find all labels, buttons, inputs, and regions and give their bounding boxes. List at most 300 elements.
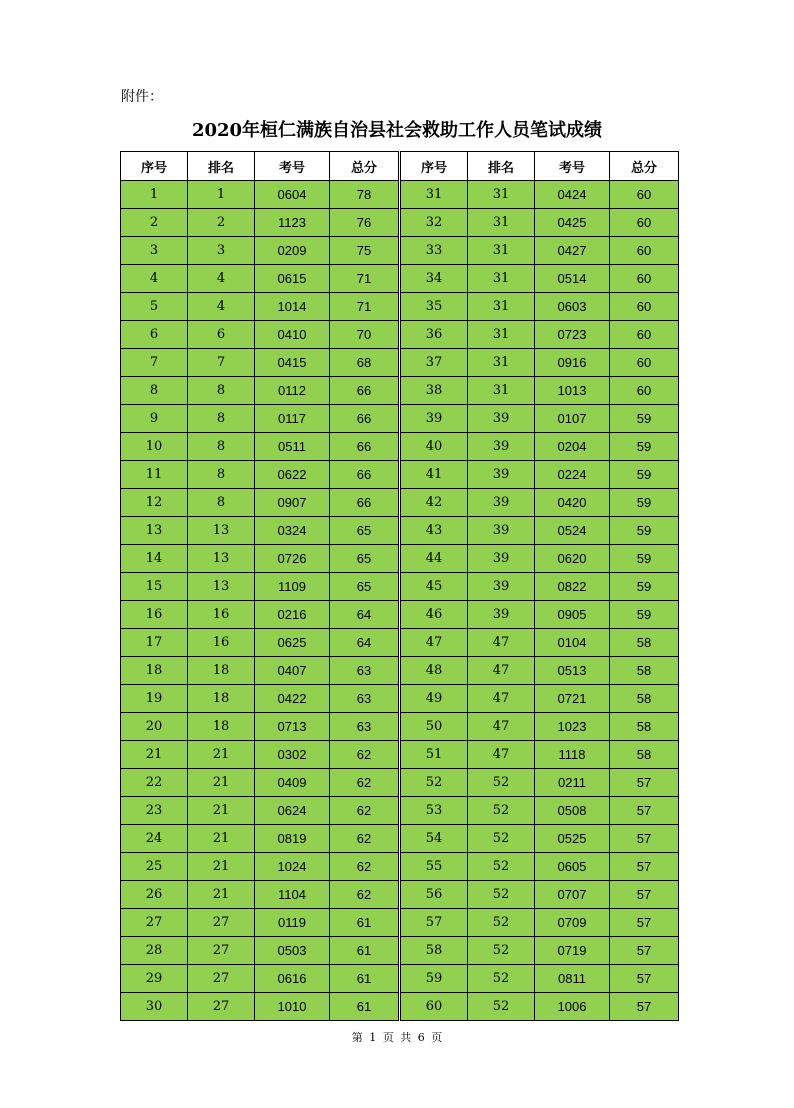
cell-total-score: 75: [330, 237, 399, 265]
cell-rank: 31: [468, 181, 535, 209]
table-row: [121, 769, 399, 797]
table-row: [401, 937, 679, 965]
cell-rank: 52: [468, 965, 535, 993]
cell-rank: 21: [188, 881, 255, 909]
cell-total-score: 62: [330, 769, 399, 797]
table-row: [401, 573, 679, 601]
cell-rank: 27: [188, 937, 255, 965]
cell-rank: 4: [188, 293, 255, 321]
cell-total-score: 58: [610, 657, 679, 685]
cell-total-score: 57: [610, 909, 679, 937]
cell-rank: 13: [188, 517, 255, 545]
cell-exam-number: 0503: [255, 937, 330, 965]
header-exam-number: 考号: [535, 152, 610, 181]
cell-exam-number: 0524: [535, 517, 610, 545]
cell-exam-number: 0117: [255, 405, 330, 433]
table-row: [401, 349, 679, 377]
cell-rank: 52: [468, 937, 535, 965]
cell-exam-number: 0822: [535, 573, 610, 601]
cell-index: 44: [401, 545, 468, 573]
cell-total-score: 68: [330, 349, 399, 377]
table-row: [121, 461, 399, 489]
cell-exam-number: 0707: [535, 881, 610, 909]
cell-rank: 4: [188, 265, 255, 293]
cell-index: 40: [401, 433, 468, 461]
cell-index: 17: [121, 629, 188, 657]
cell-rank: 8: [188, 377, 255, 405]
cell-total-score: 76: [330, 209, 399, 237]
cell-rank: 31: [468, 293, 535, 321]
cell-index: 51: [401, 741, 468, 769]
cell-total-score: 57: [610, 937, 679, 965]
table-row: [401, 965, 679, 993]
cell-index: 48: [401, 657, 468, 685]
cell-rank: 31: [468, 349, 535, 377]
table-row: [401, 601, 679, 629]
header-exam-number: 考号: [255, 152, 330, 181]
table-row: [401, 517, 679, 545]
cell-total-score: 61: [330, 965, 399, 993]
cell-rank: 21: [188, 797, 255, 825]
table-row: [401, 825, 679, 853]
page-footer: 第 1 页 共 6 页: [351, 1031, 443, 1044]
header-rank: 排名: [468, 152, 535, 181]
table-row: [121, 349, 399, 377]
cell-total-score: 59: [610, 545, 679, 573]
cell-exam-number: 1013: [535, 377, 610, 405]
cell-exam-number: 0420: [535, 489, 610, 517]
cell-exam-number: 0719: [535, 937, 610, 965]
cell-rank: 39: [468, 545, 535, 573]
table-row: [121, 237, 399, 265]
cell-exam-number: 1014: [255, 293, 330, 321]
score-table-right: [400, 151, 679, 1021]
cell-index: 21: [121, 741, 188, 769]
table-row: [121, 517, 399, 545]
cell-rank: 31: [468, 377, 535, 405]
table-row: [401, 881, 679, 909]
cell-exam-number: 1023: [535, 713, 610, 741]
cell-total-score: 59: [610, 405, 679, 433]
cell-total-score: 71: [330, 293, 399, 321]
cell-rank: 8: [188, 433, 255, 461]
table-row: [121, 685, 399, 713]
cell-exam-number: 0624: [255, 797, 330, 825]
cell-index: 7: [121, 349, 188, 377]
cell-exam-number: 0907: [255, 489, 330, 517]
cell-total-score: 78: [330, 181, 399, 209]
cell-exam-number: 0709: [535, 909, 610, 937]
cell-index: 38: [401, 377, 468, 405]
cell-exam-number: 0905: [535, 601, 610, 629]
cell-rank: 13: [188, 573, 255, 601]
table-row: [121, 993, 399, 1021]
cell-index: 30: [121, 993, 188, 1021]
cell-index: 26: [121, 881, 188, 909]
cell-index: 8: [121, 377, 188, 405]
cell-rank: 52: [468, 825, 535, 853]
cell-rank: 52: [468, 881, 535, 909]
cell-total-score: 58: [610, 713, 679, 741]
cell-rank: 47: [468, 629, 535, 657]
cell-index: 58: [401, 937, 468, 965]
table-row: [121, 601, 399, 629]
cell-exam-number: 0415: [255, 349, 330, 377]
cell-exam-number: 0525: [535, 825, 610, 853]
cell-exam-number: 0324: [255, 517, 330, 545]
cell-index: 14: [121, 545, 188, 573]
cell-rank: 52: [468, 797, 535, 825]
table-row: [401, 685, 679, 713]
cell-rank: 39: [468, 601, 535, 629]
cell-index: 39: [401, 405, 468, 433]
cell-index: 29: [121, 965, 188, 993]
cell-total-score: 70: [330, 321, 399, 349]
cell-total-score: 59: [610, 461, 679, 489]
table-row: [401, 321, 679, 349]
cell-index: 20: [121, 713, 188, 741]
table-row: [121, 405, 399, 433]
table-row: [401, 853, 679, 881]
cell-index: 13: [121, 517, 188, 545]
cell-index: 59: [401, 965, 468, 993]
cell-rank: 39: [468, 433, 535, 461]
table-row: [401, 181, 679, 209]
cell-total-score: 58: [610, 629, 679, 657]
table-row: [121, 573, 399, 601]
cell-index: 9: [121, 405, 188, 433]
cell-index: 32: [401, 209, 468, 237]
cell-total-score: 60: [610, 293, 679, 321]
cell-total-score: 57: [610, 797, 679, 825]
cell-exam-number: 0508: [535, 797, 610, 825]
cell-total-score: 62: [330, 853, 399, 881]
cell-rank: 27: [188, 993, 255, 1021]
attachment-label: 附件：: [121, 89, 163, 105]
table-row: [121, 657, 399, 685]
cell-total-score: 59: [610, 489, 679, 517]
document-title: 2020年桓仁满族自治县社会救助工作人员笔试成绩: [191, 120, 603, 141]
table-row: [401, 377, 679, 405]
cell-index: 28: [121, 937, 188, 965]
cell-exam-number: 0625: [255, 629, 330, 657]
cell-exam-number: 0407: [255, 657, 330, 685]
cell-rank: 31: [468, 321, 535, 349]
cell-index: 33: [401, 237, 468, 265]
cell-exam-number: 0424: [535, 181, 610, 209]
table-row: [121, 433, 399, 461]
cell-total-score: 66: [330, 461, 399, 489]
table-row: [401, 909, 679, 937]
cell-exam-number: 0422: [255, 685, 330, 713]
cell-index: 53: [401, 797, 468, 825]
table-row: [121, 853, 399, 881]
cell-exam-number: 0216: [255, 601, 330, 629]
cell-exam-number: 0721: [535, 685, 610, 713]
cell-index: 47: [401, 629, 468, 657]
cell-total-score: 59: [610, 517, 679, 545]
cell-exam-number: 0119: [255, 909, 330, 937]
table-row: [401, 545, 679, 573]
cell-index: 41: [401, 461, 468, 489]
cell-index: 23: [121, 797, 188, 825]
cell-total-score: 66: [330, 405, 399, 433]
cell-total-score: 62: [330, 797, 399, 825]
table-row: [121, 545, 399, 573]
cell-total-score: 63: [330, 657, 399, 685]
cell-rank: 27: [188, 965, 255, 993]
cell-rank: 31: [468, 265, 535, 293]
cell-exam-number: 0811: [535, 965, 610, 993]
cell-total-score: 62: [330, 881, 399, 909]
table-row: [401, 993, 679, 1021]
table-row: [121, 209, 399, 237]
cell-rank: 8: [188, 405, 255, 433]
header-total-score: 总分: [330, 152, 399, 181]
cell-exam-number: 0616: [255, 965, 330, 993]
cell-index: 52: [401, 769, 468, 797]
cell-exam-number: 0409: [255, 769, 330, 797]
cell-exam-number: 0427: [535, 237, 610, 265]
cell-rank: 18: [188, 685, 255, 713]
cell-total-score: 60: [610, 209, 679, 237]
cell-total-score: 57: [610, 853, 679, 881]
cell-rank: 21: [188, 825, 255, 853]
cell-total-score: 61: [330, 909, 399, 937]
table-row: [121, 825, 399, 853]
cell-total-score: 61: [330, 937, 399, 965]
cell-index: 25: [121, 853, 188, 881]
cell-rank: 47: [468, 657, 535, 685]
table-row: [121, 377, 399, 405]
cell-index: 6: [121, 321, 188, 349]
cell-rank: 8: [188, 461, 255, 489]
cell-total-score: 64: [330, 601, 399, 629]
table-row: [401, 461, 679, 489]
cell-index: 18: [121, 657, 188, 685]
cell-rank: 47: [468, 685, 535, 713]
cell-exam-number: 0916: [535, 349, 610, 377]
cell-rank: 3: [188, 237, 255, 265]
cell-rank: 52: [468, 993, 535, 1021]
cell-rank: 47: [468, 713, 535, 741]
table-row: [401, 489, 679, 517]
cell-exam-number: 1109: [255, 573, 330, 601]
cell-index: 34: [401, 265, 468, 293]
table-row: [121, 265, 399, 293]
cell-rank: 27: [188, 909, 255, 937]
cell-rank: 31: [468, 209, 535, 237]
cell-index: 4: [121, 265, 188, 293]
cell-total-score: 57: [610, 881, 679, 909]
cell-index: 60: [401, 993, 468, 1021]
cell-index: 16: [121, 601, 188, 629]
cell-rank: 13: [188, 545, 255, 573]
cell-index: 5: [121, 293, 188, 321]
cell-total-score: 66: [330, 377, 399, 405]
cell-index: 45: [401, 573, 468, 601]
cell-total-score: 57: [610, 825, 679, 853]
cell-exam-number: 0713: [255, 713, 330, 741]
cell-rank: 39: [468, 461, 535, 489]
cell-exam-number: 0605: [535, 853, 610, 881]
cell-total-score: 63: [330, 685, 399, 713]
table-row: [401, 405, 679, 433]
table-row: [121, 741, 399, 769]
cell-total-score: 60: [610, 321, 679, 349]
table-row: [401, 237, 679, 265]
cell-exam-number: 0622: [255, 461, 330, 489]
table-row: [401, 293, 679, 321]
cell-exam-number: 0603: [535, 293, 610, 321]
table-row: [121, 909, 399, 937]
cell-exam-number: 1118: [535, 741, 610, 769]
cell-exam-number: 0615: [255, 265, 330, 293]
cell-index: 37: [401, 349, 468, 377]
cell-total-score: 57: [610, 993, 679, 1021]
table-row: [121, 181, 399, 209]
cell-index: 31: [401, 181, 468, 209]
cell-total-score: 60: [610, 377, 679, 405]
cell-rank: 52: [468, 769, 535, 797]
score-table-left: [120, 151, 399, 1021]
cell-rank: 21: [188, 853, 255, 881]
cell-exam-number: 0204: [535, 433, 610, 461]
cell-exam-number: 0819: [255, 825, 330, 853]
cell-index: 3: [121, 237, 188, 265]
table-row: [401, 433, 679, 461]
cell-rank: 16: [188, 629, 255, 657]
cell-rank: 31: [468, 237, 535, 265]
cell-total-score: 64: [330, 629, 399, 657]
cell-index: 36: [401, 321, 468, 349]
cell-rank: 16: [188, 601, 255, 629]
cell-index: 2: [121, 209, 188, 237]
cell-rank: 52: [468, 853, 535, 881]
cell-index: 12: [121, 489, 188, 517]
table-row: [401, 265, 679, 293]
cell-rank: 1: [188, 181, 255, 209]
cell-exam-number: 0513: [535, 657, 610, 685]
cell-index: 56: [401, 881, 468, 909]
cell-exam-number: 0112: [255, 377, 330, 405]
cell-total-score: 65: [330, 517, 399, 545]
cell-exam-number: 0211: [535, 769, 610, 797]
cell-total-score: 66: [330, 489, 399, 517]
cell-index: 22: [121, 769, 188, 797]
cell-exam-number: 0209: [255, 237, 330, 265]
table-row: [121, 713, 399, 741]
cell-rank: 21: [188, 741, 255, 769]
cell-index: 57: [401, 909, 468, 937]
table-row: [121, 937, 399, 965]
cell-exam-number: 0107: [535, 405, 610, 433]
cell-rank: 8: [188, 489, 255, 517]
cell-rank: 6: [188, 321, 255, 349]
cell-total-score: 58: [610, 741, 679, 769]
cell-exam-number: 1104: [255, 881, 330, 909]
cell-rank: 52: [468, 909, 535, 937]
table-row: [121, 965, 399, 993]
cell-exam-number: 0620: [535, 545, 610, 573]
table-row: [121, 321, 399, 349]
header-index: 序号: [121, 152, 188, 181]
cell-total-score: 60: [610, 349, 679, 377]
table-row: [401, 209, 679, 237]
cell-index: 24: [121, 825, 188, 853]
table-row: [401, 769, 679, 797]
cell-index: 55: [401, 853, 468, 881]
cell-total-score: 65: [330, 545, 399, 573]
cell-total-score: 65: [330, 573, 399, 601]
header-row: [401, 152, 679, 181]
cell-exam-number: 1006: [535, 993, 610, 1021]
cell-rank: 47: [468, 741, 535, 769]
cell-rank: 2: [188, 209, 255, 237]
cell-total-score: 58: [610, 685, 679, 713]
cell-exam-number: 0302: [255, 741, 330, 769]
cell-exam-number: 0726: [255, 545, 330, 573]
cell-index: 35: [401, 293, 468, 321]
cell-index: 50: [401, 713, 468, 741]
table-row: [401, 657, 679, 685]
cell-exam-number: 0224: [535, 461, 610, 489]
cell-exam-number: 0511: [255, 433, 330, 461]
cell-rank: 39: [468, 489, 535, 517]
cell-exam-number: 1123: [255, 209, 330, 237]
cell-exam-number: 0410: [255, 321, 330, 349]
table-row: [401, 797, 679, 825]
cell-total-score: 59: [610, 433, 679, 461]
cell-total-score: 71: [330, 265, 399, 293]
cell-rank: 39: [468, 573, 535, 601]
cell-exam-number: 1010: [255, 993, 330, 1021]
cell-exam-number: 0723: [535, 321, 610, 349]
cell-index: 54: [401, 825, 468, 853]
cell-index: 19: [121, 685, 188, 713]
cell-rank: 18: [188, 713, 255, 741]
cell-rank: 18: [188, 657, 255, 685]
cell-total-score: 57: [610, 965, 679, 993]
header-rank: 排名: [188, 152, 255, 181]
table-row: [121, 489, 399, 517]
cell-index: 46: [401, 601, 468, 629]
cell-total-score: 59: [610, 601, 679, 629]
cell-index: 11: [121, 461, 188, 489]
cell-total-score: 62: [330, 825, 399, 853]
cell-index: 49: [401, 685, 468, 713]
cell-total-score: 60: [610, 237, 679, 265]
cell-rank: 39: [468, 517, 535, 545]
cell-rank: 21: [188, 769, 255, 797]
cell-total-score: 62: [330, 741, 399, 769]
cell-index: 10: [121, 433, 188, 461]
cell-index: 15: [121, 573, 188, 601]
cell-exam-number: 0104: [535, 629, 610, 657]
header-total-score: 总分: [610, 152, 679, 181]
table-row: [401, 629, 679, 657]
table-row: [401, 741, 679, 769]
table-row: [401, 713, 679, 741]
table-row: [121, 881, 399, 909]
cell-total-score: 66: [330, 433, 399, 461]
cell-exam-number: 0425: [535, 209, 610, 237]
cell-total-score: 57: [610, 769, 679, 797]
table-row: [121, 293, 399, 321]
cell-index: 43: [401, 517, 468, 545]
table-row: [121, 797, 399, 825]
cell-total-score: 60: [610, 265, 679, 293]
